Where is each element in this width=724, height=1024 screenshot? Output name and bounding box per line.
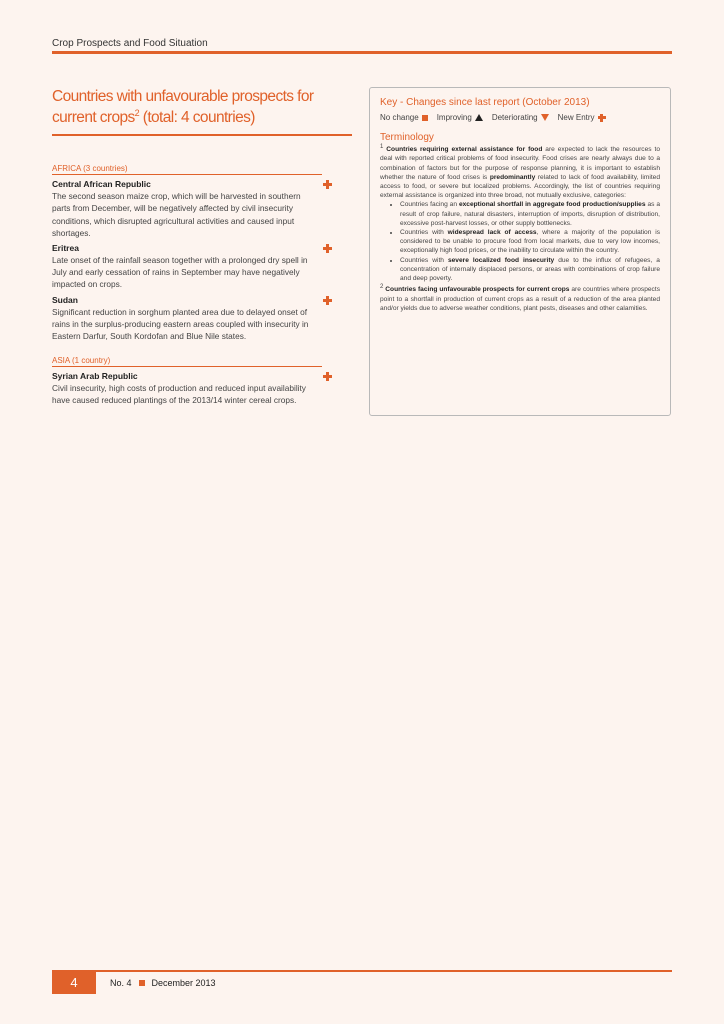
header-rule (52, 51, 672, 54)
list-item: • Countries with widespread lack of access, where a majority of the population is considered to be unable to procure food from local markets, due to very low incomes, exceptionally high food prices, or the inability to circulate within the country. (400, 228, 660, 256)
legend-new-entry: New Entry (558, 113, 606, 122)
page-number: 4 (52, 972, 96, 994)
country-entry (52, 179, 352, 239)
country-description: The second season maize crop, which will be harvested in southern parts from December, will be negatively affected by civil insecurity conditions, which disrupted agricultural activities and caused input shortages. (52, 191, 301, 238)
country-entry (52, 295, 352, 343)
triangle-up-icon (475, 114, 483, 121)
country-name: Central African Republic (52, 179, 151, 190)
country-description: Late onset of the rainfall season together with a prolonged dry spell in July and early cessation of rains in September may have negatively impacted on crops. (52, 254, 308, 290)
legend-no-change: No change (380, 113, 428, 122)
country-entry (52, 243, 352, 291)
terminology-note-1: $^1$ Countries requiring external assistance for food are expected to lack the resources to deal with reported critical problems of food insecurity. Food crises are nearly always due to a combination of factors but for the purpose of response planning, it is important to establish whether the nature of food crises is predominantly related to lack of food availability, limited access to food, or severe but localized problems. Accordingly, the list of countries requiring external assistance is organized into three broad, not mutually exclusive, categories: (380, 144, 660, 200)
footer-rule (52, 970, 672, 972)
triangle-down-icon (541, 114, 549, 121)
country-description: Civil insecurity, high costs of production and reduced input availability have caused reduced plantings of the 2013/14 winter cereal crops. (52, 383, 306, 406)
terminology-title: Terminology (380, 132, 434, 143)
running-header: Crop Prospects and Food Situation (52, 38, 208, 49)
footer-issue: No. 4 December 2013 (110, 978, 216, 988)
list-item: • Countries with severe localized food insecurity due to the influx of refugees, a concentration of internally displaced persons, or areas with combinations of crop failure and deep poverty. (400, 256, 660, 284)
square-icon (422, 115, 428, 121)
country-name: Syrian Arab Republic (52, 371, 138, 382)
plus-icon (598, 114, 606, 122)
key-terminology-box (369, 87, 671, 416)
new-entry-icon (323, 372, 332, 381)
region-heading-africa: AFRICA (3 countries) (52, 164, 322, 175)
country-name: Eritrea (52, 242, 79, 253)
legend-improving: Improving (437, 113, 483, 122)
key-legend (380, 113, 660, 122)
new-entry-icon (323, 244, 332, 253)
title-rule (52, 134, 352, 136)
countries-section (52, 88, 352, 407)
new-entry-icon (323, 180, 332, 189)
key-title: Key - Changes since last report (October 2013) (380, 97, 590, 108)
country-description: Significant reduction in sorghum planted area due to delayed onset of rains in the surplus-producing eastern areas coupled with insecurity in Eastern Darfur, South Kordofan and Blue Nile states. (52, 306, 309, 341)
country-entry (52, 371, 352, 406)
category-list (380, 200, 660, 283)
terminology-note-2: $^2$ Countries facing unfavourable prospects for current crops are countries where prospects point to a shortfall in production of current crops as a result of a reduction of the area planted and/or yields due to adverse weather conditions, plant pests, diseases and other calamities. (380, 284, 660, 312)
new-entry-icon (323, 296, 332, 305)
square-icon (139, 980, 145, 986)
region-heading-asia: ASIA (1 country) (52, 356, 322, 367)
section-title: Countries with unfavourable prospects for current crops$^2$ (total: 4 countries) (52, 88, 314, 127)
country-name: Sudan (52, 294, 78, 305)
list-item: • Countries facing an exceptional shortfall in aggregate food production/supplies as a result of crop failure, natural disasters, interruption of imports, disruption of distribution, excessive post-harvest losses, or other supply bottlenecks. (400, 200, 660, 228)
legend-deteriorating: Deteriorating (492, 113, 549, 122)
